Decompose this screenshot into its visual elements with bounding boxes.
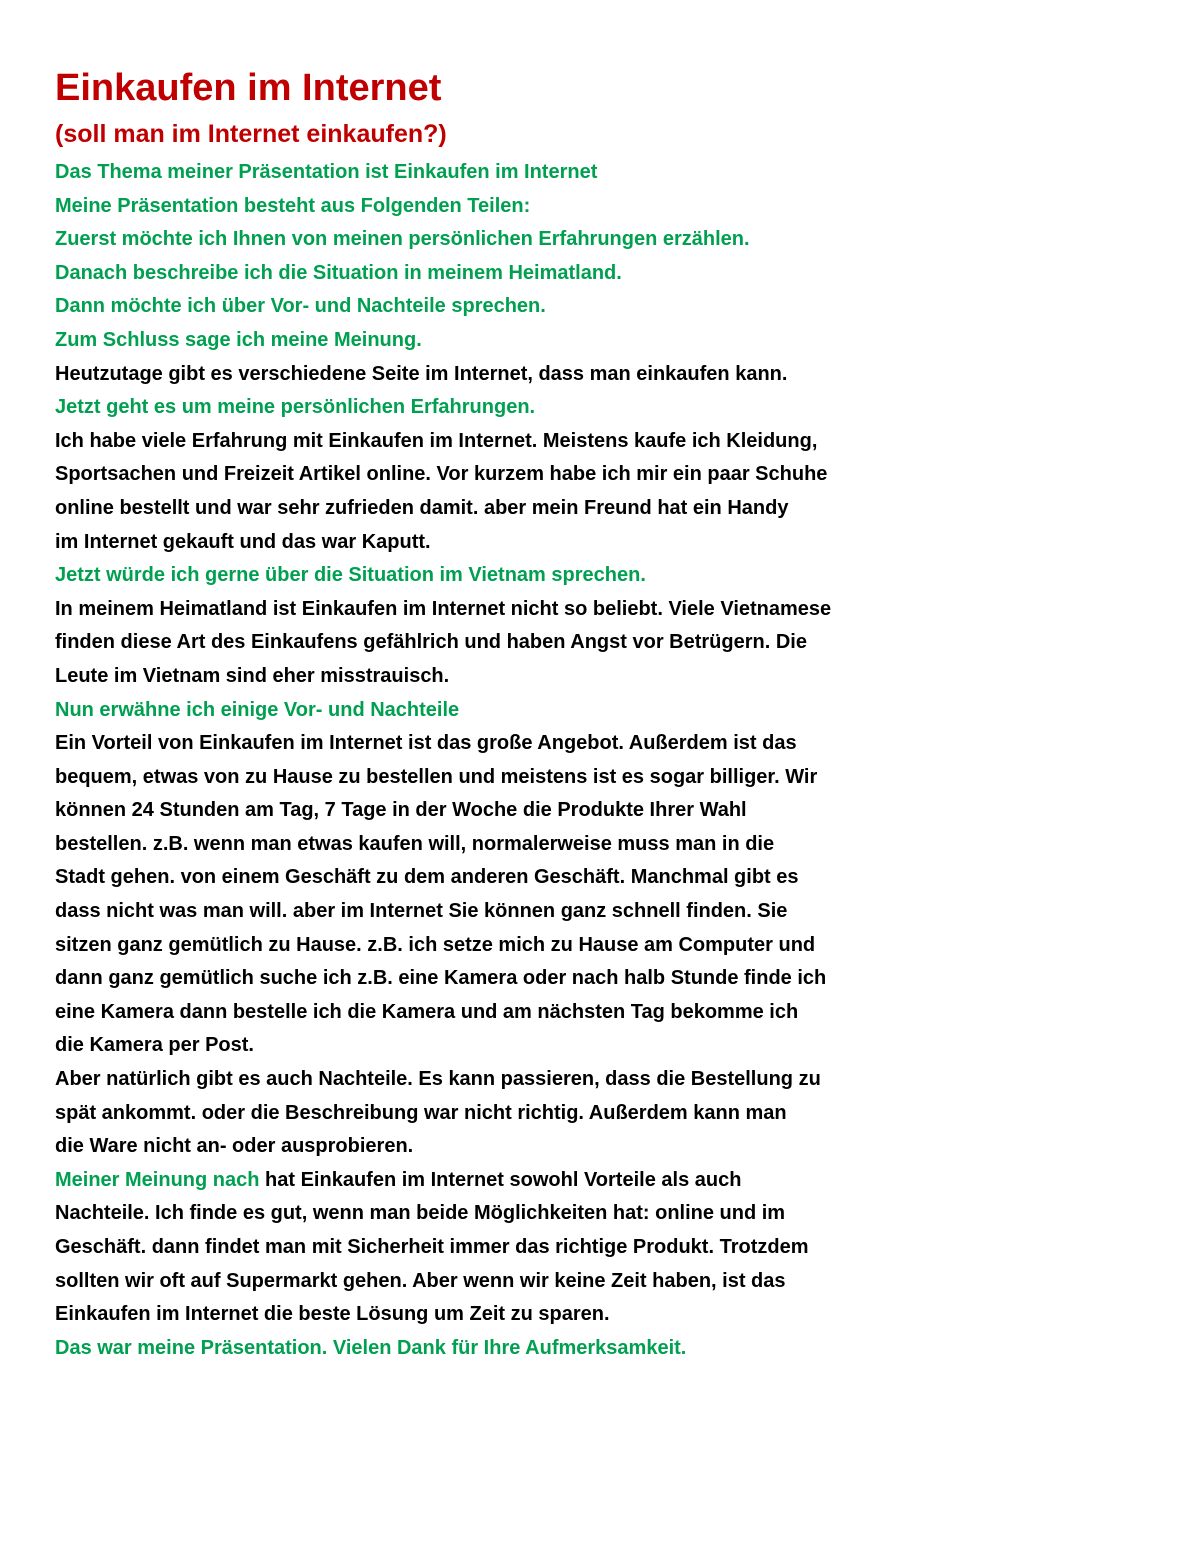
body-line: In meinem Heimatland ist Einkaufen im Internet nicht so beliebt. Viele Vietnamese [55,597,832,620]
body-line: bequem, etwas von zu Hause zu bestellen und meistens ist es sogar billiger. Wir [55,765,818,788]
body-line: dass nicht was man will. aber im Internet Sie können ganz schnell finden. Sie [55,900,788,923]
section-heading-vietnam: Jetzt würde ich gerne über die Situation im Vietnam sprechen. [55,564,646,587]
body-line: Ein Vorteil von Einkaufen im Internet ist das große Angebot. Außerdem ist das [55,732,797,755]
document-subtitle: (soll man im Internet einkaufen?) [55,120,447,148]
intro-part-4: Zum Schluss sage ich meine Meinung. [55,328,422,351]
intro-topic: Das Thema meiner Präsentation ist Einkaufen im Internet [55,161,598,183]
section-heading-pros-cons: Nun erwähne ich einige Vor- und Nachteile [55,698,460,721]
body-line: Ich habe viele Erfahrung mit Einkaufen im Internet. Meistens kaufe ich Kleidung, [55,429,818,452]
body-line: Einkaufen im Internet die beste Lösung um Zeit zu sparen. [55,1303,610,1326]
document-page [55,62,1155,1365]
body-line: die Ware nicht an- oder ausprobieren. [55,1135,414,1158]
body-line: dann ganz gemütlich suche ich z.B. eine Kamera oder nach halb Stunde finde ich [55,967,827,990]
body-line: spät ankommt. oder die Beschreibung war nicht richtig. Außerdem kann man [55,1101,787,1124]
body-line: sitzen ganz gemütlich zu Hause. z.B. ich setze mich zu Hause am Computer und [55,933,816,956]
body-line: die Kamera per Post. [55,1034,254,1057]
opinion-line [55,1164,1155,1198]
section-heading-experience: Jetzt geht es um meine persönlichen Erfahrungen. [55,396,536,419]
body-line: Geschäft. dann findet man mit Sicherheit immer das richtige Produkt. Trotzdem [55,1236,809,1258]
body-line: finden diese Art des Einkaufens gefählrich und haben Angst vor Betrügern. Die [55,631,807,654]
intro-part-3: Dann möchte ich über Vor- und Nachteile sprechen. [55,295,546,318]
document-title: Einkaufen im Internet [55,67,442,109]
body-line: sollten wir oft auf Supermarkt gehen. Aber wenn wir keine Zeit haben, ist das [55,1269,786,1292]
body-line: Aber natürlich gibt es auch Nachteile. Es kann passieren, dass die Bestellung zu [55,1068,821,1091]
body-line: Stadt gehen. von einem Geschäft zu dem anderen Geschäft. Manchmal gibt es [55,866,799,889]
body-line: Sportsachen und Freizeit Artikel online. Vor kurzem habe ich mir ein paar Schuhe [55,463,828,486]
body-line: Heutzutage gibt es verschiedene Seite im Internet, dass man einkaufen kann. [55,362,788,385]
body-line: eine Kamera dann bestelle ich die Kamera und am nächsten Tag bekomme ich [55,1000,799,1023]
closing-line: Das war meine Präsentation. Vielen Dank für Ihre Aufmerksamkeit. [55,1336,687,1359]
body-line: Nachteile. Ich finde es gut, wenn man beide Möglichkeiten hat: online und im [55,1202,786,1225]
intro-structure: Meine Präsentation besteht aus Folgenden Teilen: [55,194,531,217]
section-heading-opinion: Meiner Meinung nach [55,1168,260,1191]
intro-part-2: Danach beschreibe ich die Situation in meinem Heimatland. [55,261,622,284]
opinion-text: hat Einkaufen im Internet sowohl Vorteile als auch [259,1168,742,1191]
body-line: im Internet gekauft und das war Kaputt. [55,530,431,553]
body-line: online bestellt und war sehr zufrieden damit. aber mein Freund hat ein Handy [55,496,789,519]
body-line: können 24 Stunden am Tag, 7 Tage in der Woche die Produkte Ihrer Wahl [55,799,747,822]
intro-part-1: Zuerst möchte ich Ihnen von meinen persönlichen Erfahrungen erzählen. [55,228,750,251]
body-line: Leute im Vietnam sind eher misstrauisch. [55,664,450,687]
body-line: bestellen. z.B. wenn man etwas kaufen will, normalerweise muss man in die [55,832,775,855]
